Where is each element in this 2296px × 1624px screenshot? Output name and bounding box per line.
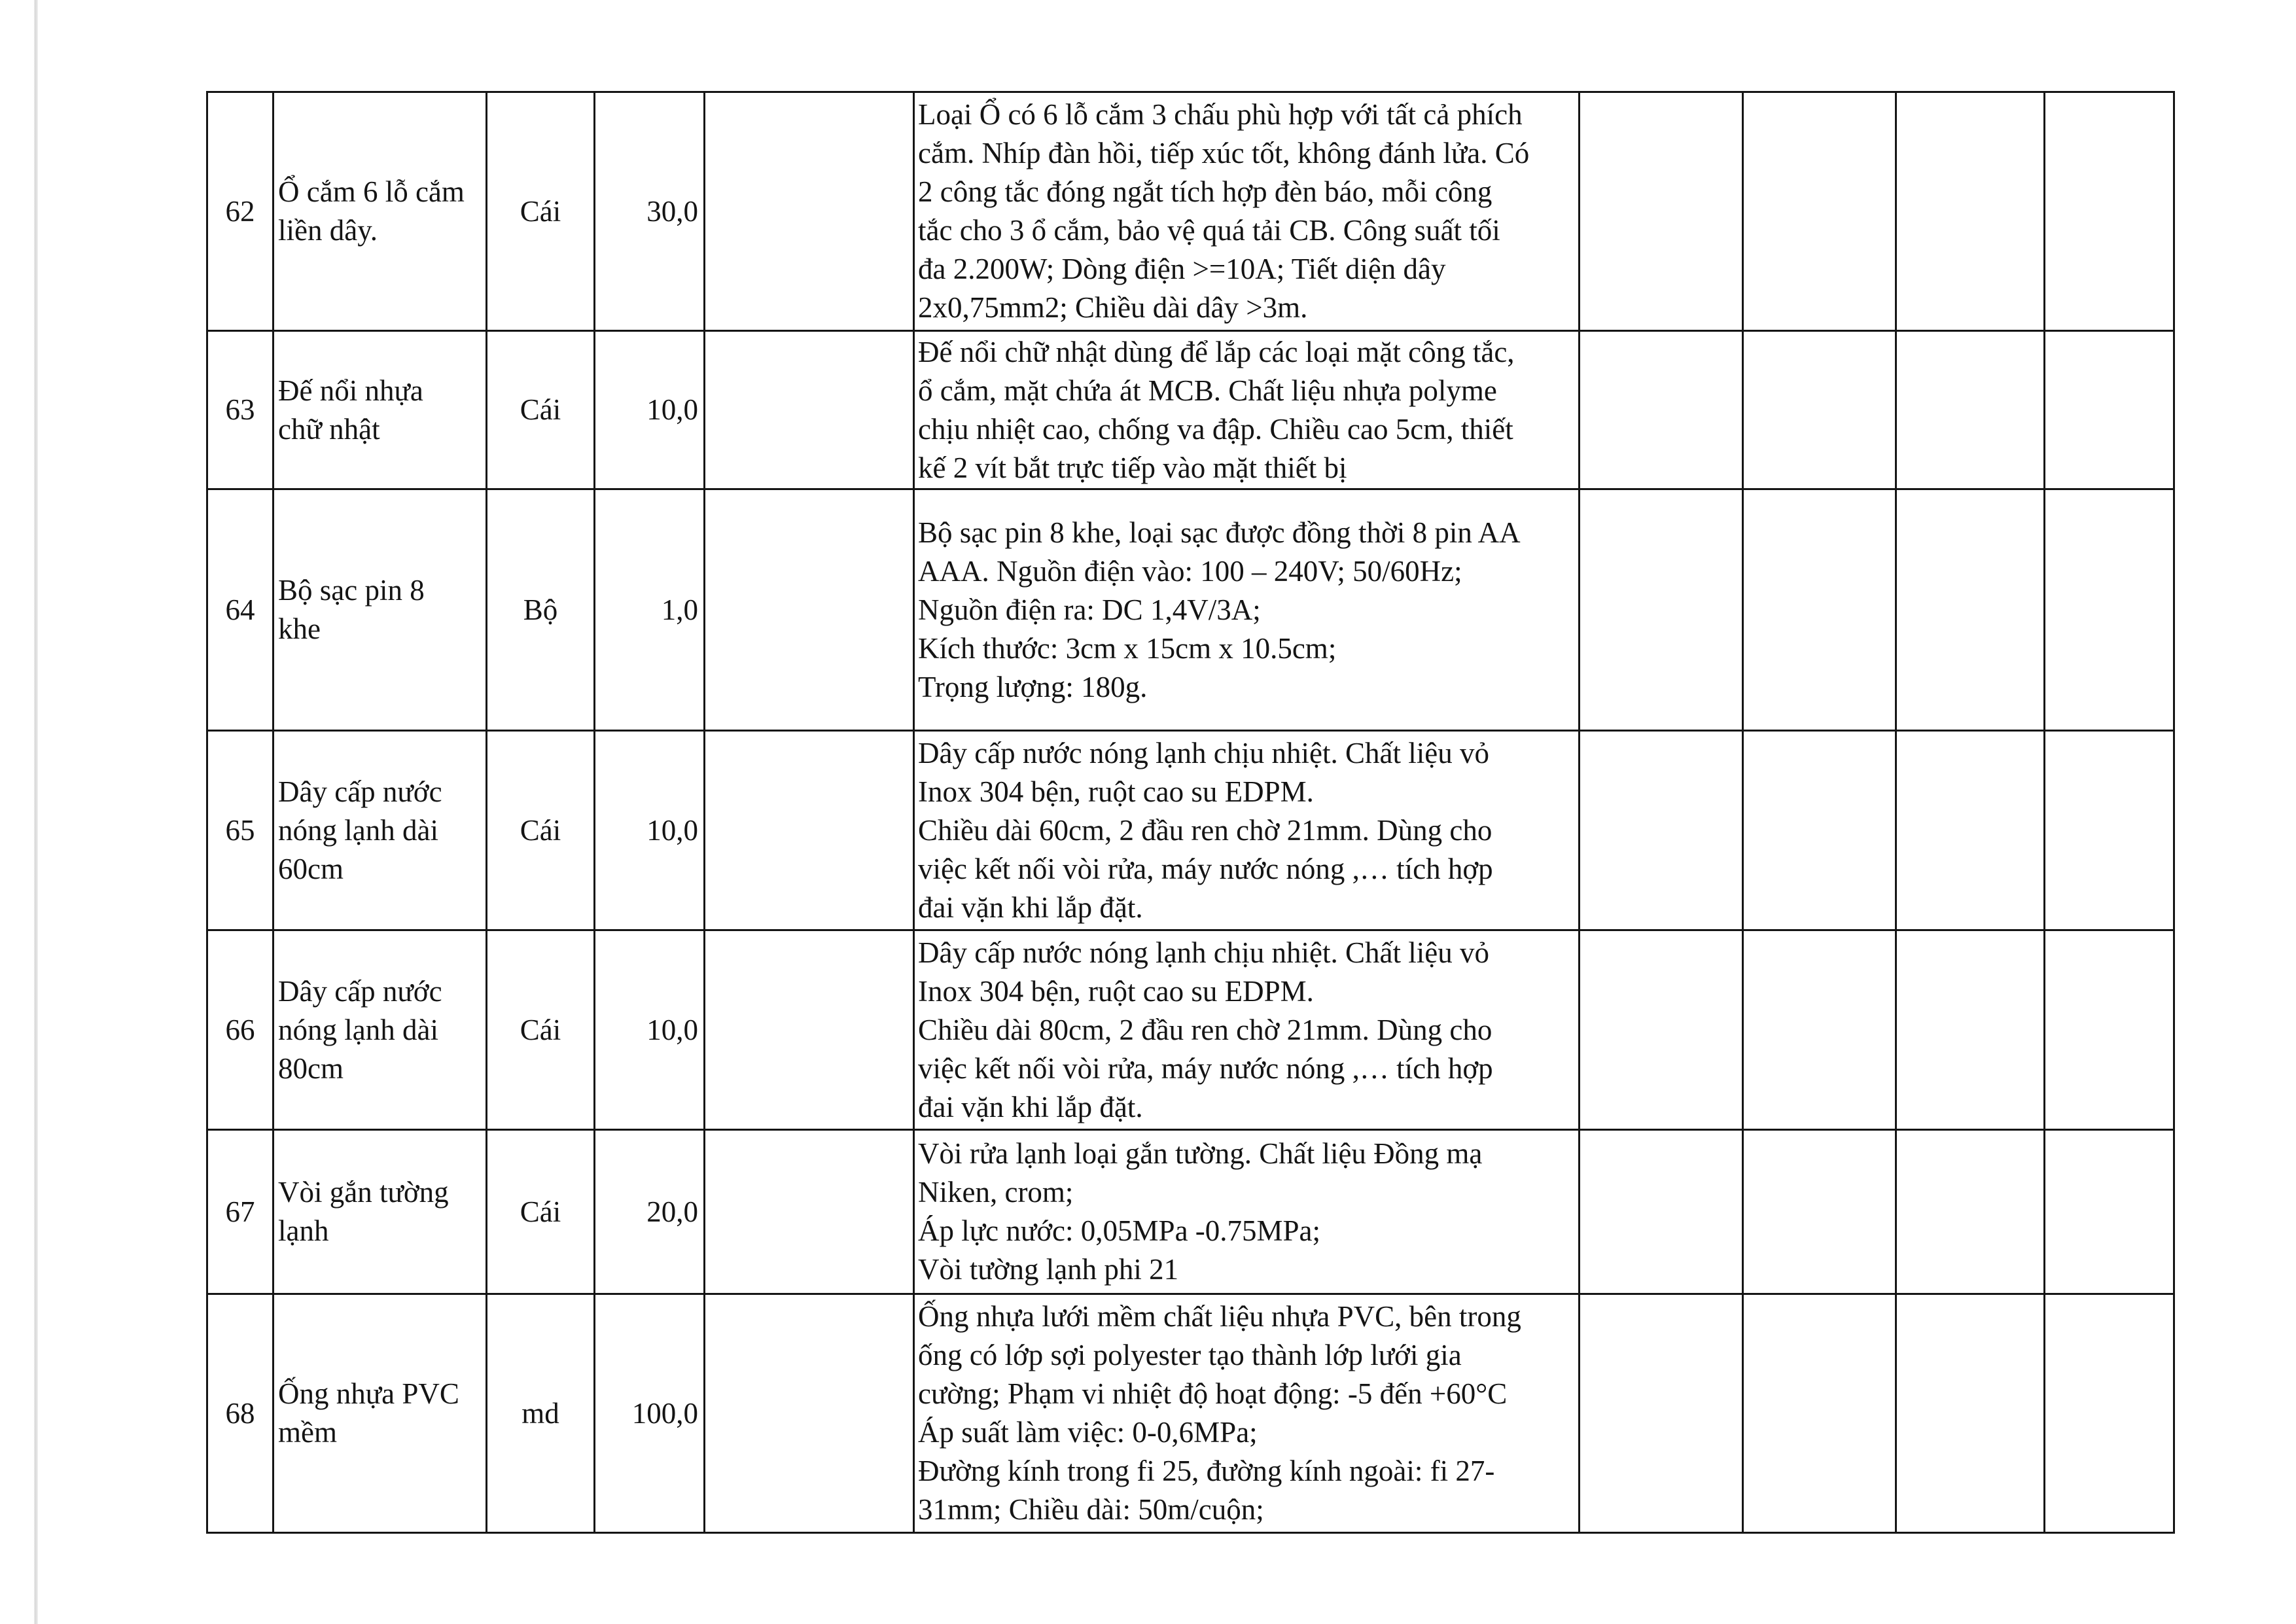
- row-number: 62: [225, 194, 255, 228]
- row-number-cell: [207, 1130, 274, 1294]
- specification-line: 31mm; Chiều dài: 50m/cuộn;: [918, 1493, 1264, 1526]
- quantity-cell: [595, 1294, 705, 1533]
- specification-line: Nguồn điện ra: DC 1,4V/3A;: [918, 593, 1261, 626]
- specification-cell: [914, 1130, 1580, 1294]
- unit-value: Cái: [520, 194, 561, 228]
- table-row: [207, 331, 2174, 489]
- blank-cell: [1743, 1130, 1896, 1294]
- row-number: 68: [225, 1396, 255, 1430]
- specification-line: Vòi tường lạnh phi 21: [918, 1253, 1179, 1286]
- blank-cell: [1743, 489, 1896, 731]
- item-name-cell: [274, 1130, 487, 1294]
- specification-line: Vòi rửa lạnh loại gắn tường. Chất liệu Đồng mạ: [918, 1137, 1483, 1170]
- specification-line: 2 công tắc đóng ngắt tích hợp đèn báo, mỗi công: [918, 175, 1492, 208]
- item-name-cell: [274, 930, 487, 1130]
- quantity-value: 10,0: [646, 393, 698, 426]
- item-name-cell: [274, 331, 487, 489]
- specification-line: cường; Phạm vi nhiệt độ hoạt động: -5 đến +60°C: [918, 1377, 1508, 1410]
- blank-cell: [705, 731, 914, 930]
- blank-cell: [1743, 930, 1896, 1130]
- blank-cell: [1743, 731, 1896, 930]
- item-name-cell: [274, 489, 487, 731]
- blank-cell: [2045, 489, 2174, 731]
- specification-line: Dây cấp nước nóng lạnh chịu nhiệt. Chất liệu vỏ: [918, 936, 1489, 969]
- blank-cell: [1896, 1294, 2045, 1533]
- item-name-line: 60cm: [278, 852, 344, 885]
- blank-cell: [705, 489, 914, 731]
- table-row: [207, 731, 2174, 930]
- row-number-cell: [207, 489, 274, 731]
- specification-line: Niken, crom;: [918, 1176, 1074, 1209]
- unit-cell: [487, 930, 595, 1130]
- specification-line: Áp lực nước: 0,05MPa -0.75MPa;: [918, 1214, 1321, 1247]
- item-name-line: Đế nổi nhựa: [278, 374, 423, 407]
- unit-value: Cái: [520, 393, 561, 426]
- specification-cell: [914, 731, 1580, 930]
- item-name-cell: [274, 92, 487, 331]
- item-name-line: Ống nhựa PVC: [278, 1377, 459, 1410]
- blank-cell: [1580, 331, 1743, 489]
- blank-cell: [1896, 731, 2045, 930]
- unit-value: Cái: [520, 1013, 561, 1046]
- blank-cell: [1743, 1294, 1896, 1533]
- item-name-line: Bộ sạc pin 8: [278, 574, 425, 607]
- blank-cell: [1743, 331, 1896, 489]
- specification-line: chịu nhiệt cao, chống va đập. Chiều cao 5cm, thiết: [918, 412, 1513, 446]
- blank-cell: [705, 930, 914, 1130]
- row-number: 65: [225, 813, 255, 847]
- row-number: 66: [225, 1013, 255, 1046]
- quantity-value: 20,0: [646, 1195, 698, 1228]
- table-row: [207, 92, 2174, 331]
- specification-line: cắm. Nhíp đàn hồi, tiếp xúc tốt, không đánh lửa. Có: [918, 137, 1530, 169]
- quantity-value: 10,0: [646, 1013, 698, 1046]
- unit-value: Cái: [520, 813, 561, 847]
- specification-line: Ống nhựa lưới mềm chất liệu nhựa PVC, bên trong: [918, 1300, 1521, 1333]
- item-name-line: Ổ cắm 6 lỗ cắm: [278, 175, 465, 208]
- specification-cell: [914, 92, 1580, 331]
- specification-line: đa 2.200W; Dòng điện >=10A; Tiết diện dây: [918, 253, 1446, 285]
- blank-cell: [705, 1130, 914, 1294]
- table-row: [207, 1130, 2174, 1294]
- blank-cell: [1896, 92, 2045, 331]
- unit-cell: [487, 1294, 595, 1533]
- quantity-cell: [595, 489, 705, 731]
- blank-cell: [1896, 489, 2045, 731]
- specification-line: Đế nổi chữ nhật dùng để lắp các loại mặt công tắc,: [918, 335, 1515, 368]
- equipment-spec-table: [206, 91, 2175, 1534]
- blank-cell: [705, 331, 914, 489]
- unit-cell: [487, 331, 595, 489]
- table-row: [207, 1294, 2174, 1533]
- row-number-cell: [207, 1294, 274, 1533]
- specification-line: Chiều dài 80cm, 2 đầu ren chờ 21mm. Dùng cho: [918, 1013, 1492, 1046]
- specification-line: Áp suất làm việc: 0-0,6MPa;: [918, 1416, 1258, 1449]
- blank-cell: [705, 1294, 914, 1533]
- specification-line: đai vặn khi lắp đặt.: [918, 1090, 1143, 1123]
- quantity-value: 100,0: [631, 1396, 698, 1430]
- specification-cell: [914, 331, 1580, 489]
- blank-cell: [1580, 731, 1743, 930]
- blank-cell: [2045, 92, 2174, 331]
- row-number: 64: [225, 593, 255, 626]
- specification-line: AAA. Nguồn điện vào: 100 – 240V; 50/60Hz;: [918, 554, 1462, 588]
- unit-cell: [487, 92, 595, 331]
- blank-cell: [2045, 930, 2174, 1130]
- item-name-line: khe: [278, 612, 321, 645]
- blank-cell: [1580, 92, 1743, 331]
- blank-cell: [705, 92, 914, 331]
- row-number-cell: [207, 92, 274, 331]
- row-number: 63: [225, 393, 255, 426]
- specification-line: đai vặn khi lắp đặt.: [918, 891, 1143, 924]
- item-name-line: Dây cấp nước: [278, 974, 442, 1008]
- item-name-line: 80cm: [278, 1051, 344, 1085]
- blank-cell: [1896, 930, 2045, 1130]
- unit-value: md: [521, 1396, 559, 1430]
- quantity-cell: [595, 331, 705, 489]
- blank-cell: [1580, 930, 1743, 1130]
- quantity-cell: [595, 92, 705, 331]
- specification-line: việc kết nối vòi rửa, máy nước nóng ,… tích hợp: [918, 852, 1493, 885]
- quantity-value: 30,0: [646, 194, 698, 228]
- specification-line: Inox 304 bện, ruột cao su EDPM.: [918, 775, 1314, 808]
- item-name-line: liền dây.: [278, 214, 378, 247]
- row-number-cell: [207, 930, 274, 1130]
- specification-cell: [914, 1294, 1580, 1533]
- item-name-line: nóng lạnh dài: [278, 813, 438, 847]
- specification-line: ống có lớp sợi polyester tạo thành lớp lưới gia: [918, 1339, 1462, 1371]
- blank-cell: [1580, 1130, 1743, 1294]
- table-row: [207, 489, 2174, 731]
- blank-cell: [1580, 489, 1743, 731]
- quantity-value: 1,0: [661, 593, 698, 626]
- scan-edge-shadow: [34, 0, 38, 1624]
- quantity-cell: [595, 1130, 705, 1294]
- quantity-value: 10,0: [646, 813, 698, 847]
- specification-line: việc kết nối vòi rửa, máy nước nóng ,… tích hợp: [918, 1051, 1493, 1085]
- row-number-cell: [207, 731, 274, 930]
- unit-cell: [487, 731, 595, 930]
- blank-cell: [1743, 92, 1896, 331]
- table-row: [207, 930, 2174, 1130]
- blank-cell: [1896, 331, 2045, 489]
- specification-line: Loại Ổ có 6 lỗ cắm 3 chấu phù hợp với tất cả phích: [918, 98, 1523, 131]
- blank-cell: [1580, 1294, 1743, 1533]
- specification-line: Đường kính trong fi 25, đường kính ngoài: fi 27-: [918, 1455, 1495, 1487]
- unit-value: Bộ: [523, 593, 558, 626]
- specification-line: ổ cắm, mặt chứa át MCB. Chất liệu nhựa polyme: [918, 374, 1497, 407]
- item-name-line: nóng lạnh dài: [278, 1013, 438, 1046]
- specification-cell: [914, 489, 1580, 731]
- quantity-cell: [595, 731, 705, 930]
- item-name-line: Vòi gắn tường: [278, 1176, 449, 1209]
- row-number-cell: [207, 331, 274, 489]
- specification-line: Bộ sạc pin 8 khe, loại sạc được đồng thời 8 pin AA: [918, 516, 1521, 549]
- item-name-cell: [274, 731, 487, 930]
- specification-line: kế 2 vít bắt trực tiếp vào mặt thiết bị: [918, 451, 1347, 484]
- specification-line: Dây cấp nước nóng lạnh chịu nhiệt. Chất liệu vỏ: [918, 736, 1489, 769]
- item-name-line: mềm: [278, 1416, 337, 1449]
- blank-cell: [1896, 1130, 2045, 1294]
- item-name-line: chữ nhật: [278, 412, 380, 446]
- quantity-cell: [595, 930, 705, 1130]
- specification-line: Chiều dài 60cm, 2 đầu ren chờ 21mm. Dùng cho: [918, 813, 1492, 847]
- item-name-cell: [274, 1294, 487, 1533]
- item-name-line: Dây cấp nước: [278, 775, 442, 808]
- specification-line: 2x0,75mm2; Chiều dài dây >3m.: [918, 291, 1308, 324]
- specification-line: Kích thước: 3cm x 15cm x 10.5cm;: [918, 631, 1337, 665]
- blank-cell: [2045, 1294, 2174, 1533]
- blank-cell: [2045, 1130, 2174, 1294]
- unit-cell: [487, 1130, 595, 1294]
- specification-line: Inox 304 bện, ruột cao su EDPM.: [918, 974, 1314, 1008]
- row-number: 67: [225, 1195, 255, 1228]
- blank-cell: [2045, 331, 2174, 489]
- unit-cell: [487, 489, 595, 731]
- specification-cell: [914, 930, 1580, 1130]
- blank-cell: [2045, 731, 2174, 930]
- specification-line: tắc cho 3 ổ cắm, bảo vệ quá tải CB. Công suất tối: [918, 214, 1500, 247]
- table-body: [207, 92, 2174, 1533]
- unit-value: Cái: [520, 1195, 561, 1228]
- item-name-line: lạnh: [278, 1214, 329, 1247]
- specification-line: Trọng lượng: 180g.: [918, 670, 1148, 703]
